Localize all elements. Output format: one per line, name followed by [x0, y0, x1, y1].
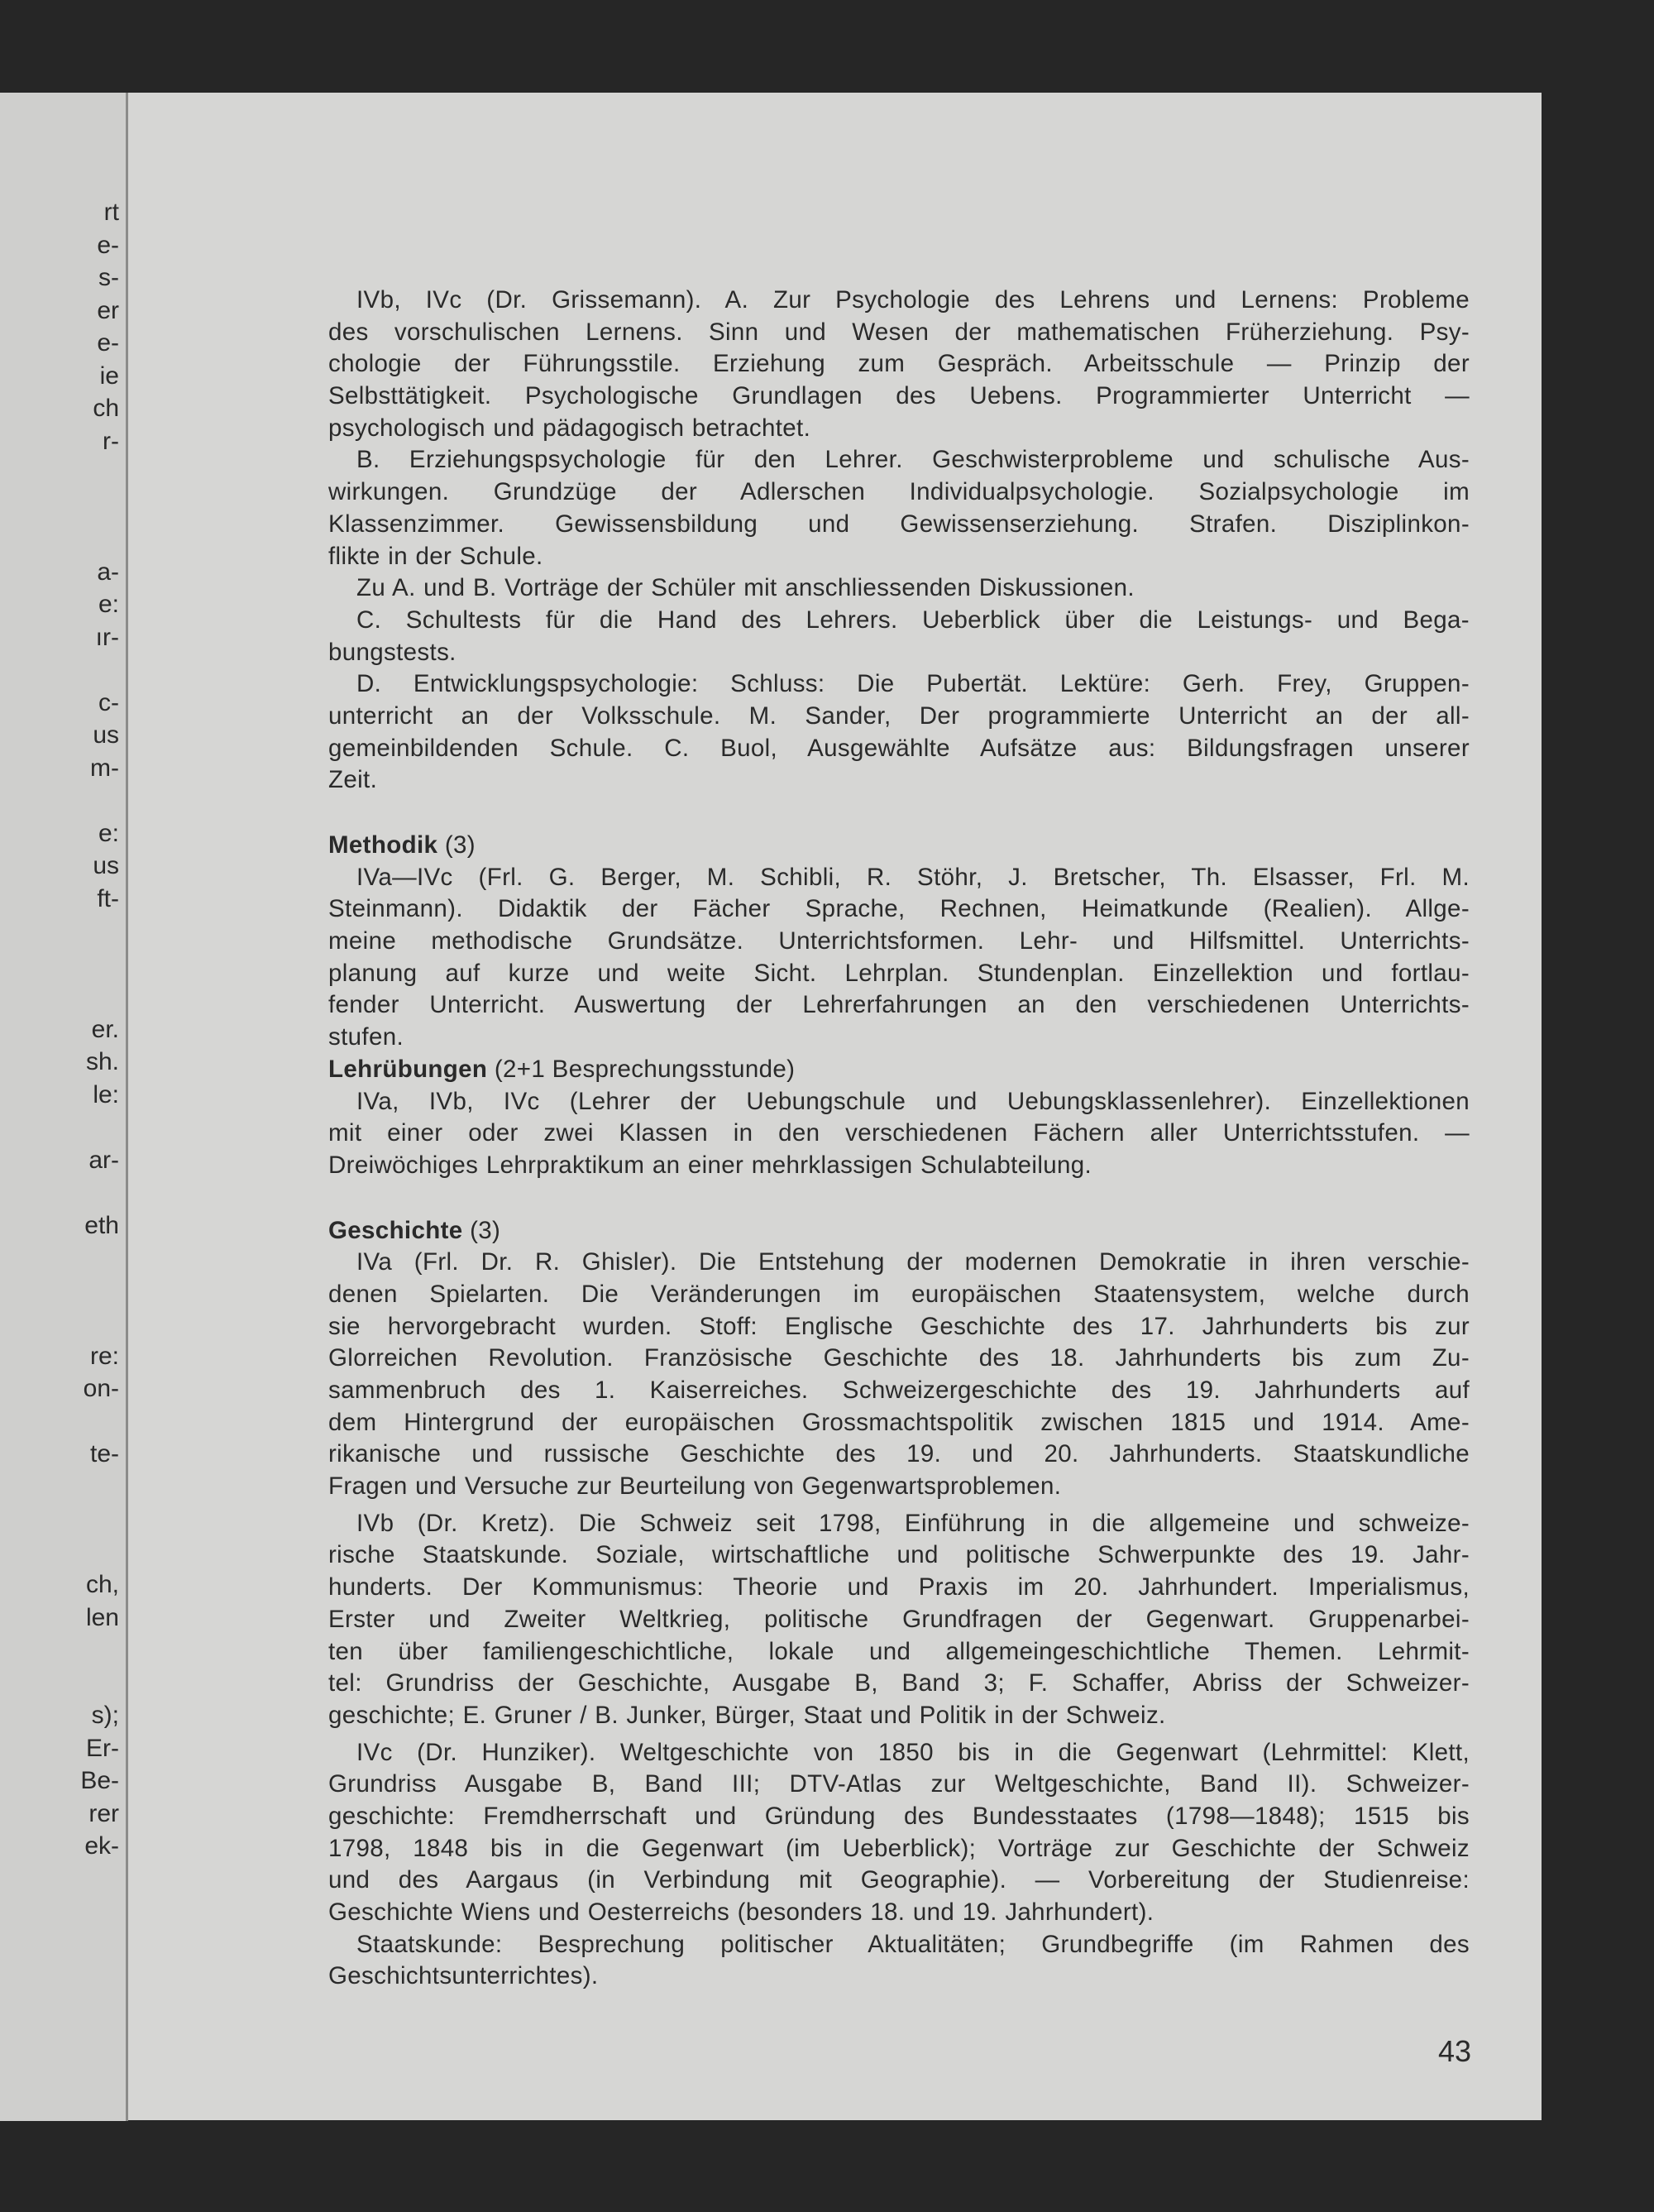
facing-page-text-fragment: ır- [95, 623, 119, 651]
text-line: und des Aargaus (in Verbindung mit Geographie). — Vorbereitung der Studienreise: [328, 1866, 1470, 1894]
paragraph [328, 572, 1470, 605]
section-title: Lehrübungen [328, 1055, 488, 1083]
text-line: Staatskunde: Besprechung politischer Aktualitäten; Grundbegriffe (im Rahmen des [356, 1930, 1470, 1958]
facing-page-text-fragment: s- [98, 264, 119, 291]
text-line: IVa—IVc (Frl. G. Berger, M. Schibli, R. Stöhr, J. Bretscher, Th. Elsasser, Frl. M. [356, 863, 1470, 891]
text-line: Geschichte Wiens und Oesterreichs (besonders 18. und 19. Jahrhundert). [328, 1898, 1154, 1926]
facing-page-text-fragment: r- [103, 427, 119, 455]
text-line: geschichte; E. Gruner / B. Junker, Bürger, Staat und Politik in der Schweiz. [328, 1701, 1166, 1729]
facing-page-text-fragment: ie [99, 361, 119, 390]
text-line: Erster und Zweiter Weltkrieg, politische Grundfragen der Gegenwart. Gruppenarbei- [328, 1605, 1470, 1633]
text-line: 1798, 1848 bis in die Gegenwart (im Ueberblick); Vorträge zur Geschichte der Schweiz [328, 1834, 1470, 1862]
text-line: psychologisch und pädagogisch betrachtet. [328, 414, 811, 442]
text-line: chologie der Führungsstile. Erziehung zum Gespräch. Arbeitsschule — Prinzip der [328, 350, 1470, 378]
text-line: IVb, IVc (Dr. Grissemann). A. Zur Psychologie des Lehrens und Lernens: Probleme [356, 286, 1470, 314]
section-heading [328, 1215, 1470, 1247]
facing-page-text-fragment: e: [98, 819, 119, 847]
section-heading [328, 1054, 1470, 1086]
text-line: fender Unterricht. Auswertung der Lehrerfahrungen an den verschiedenen Unterrichts- [328, 991, 1470, 1019]
text-line: Geschichtsunterrichtes). [328, 1962, 599, 1990]
section-title: Geschichte [328, 1216, 463, 1244]
text-line: IVc (Dr. Hunziker). Weltgeschichte von 1850 bis in die Gegenwart (Lehrmittel: Klett, [356, 1738, 1470, 1766]
facing-page-text-fragment: e- [97, 231, 119, 259]
text-line: Steinmann). Didaktik der Fächer Sprache, Rechnen, Heimatkunde (Realien). Allge- [328, 895, 1470, 923]
text-line: Dreiwöchiges Lehrpraktikum an einer mehrklassigen Schulabteilung. [328, 1151, 1092, 1179]
text-line: mit einer oder zwei Klassen in den verschiedenen Fächern aller Unterrichtsstufen. — [328, 1119, 1470, 1147]
facing-page-text-fragment: on- [83, 1375, 119, 1402]
text-line: hunderts. Der Kommunismus: Theorie und Praxis im 20. Jahrhundert. Imperialismus, [328, 1573, 1470, 1602]
facing-page-text-fragment: te- [89, 1440, 119, 1467]
text-line: Zu A. und B. Vorträge der Schüler mit anschliessenden Diskussionen. [356, 574, 1135, 602]
text-line: C. Schultests für die Hand des Lehrers. Ueberblick über die Leistungs- und Bega- [356, 606, 1470, 634]
facing-page-edge [0, 93, 128, 2121]
text-line: dem Hintergrund der europäischen Grossmachtspolitik zwischen 1815 und 1914. Ame- [328, 1408, 1470, 1436]
section-hours: (2+1 Besprechungsstunde) [487, 1055, 796, 1083]
text-line: D. Entwicklungspsychologie: Schluss: Die Pubertät. Lektüre: Gerh. Frey, Gruppen- [356, 670, 1470, 698]
text-line: rikanische und russische Geschichte des 19. und 20. Jahrhunderts. Staatskundliche [328, 1440, 1470, 1468]
facing-page-text-fragment: re: [89, 1342, 119, 1370]
facing-page-text-fragment: m- [90, 754, 119, 782]
section-heading [328, 830, 1470, 862]
facing-page-text-fragment: rer [88, 1799, 119, 1827]
text-line: Fragen und Versuche zur Beurteilung von Gegenwartsproblemen. [328, 1472, 1062, 1501]
paragraph [328, 285, 1470, 444]
text-line: Selbsttätigkeit. Psychologische Grundlagen des Uebens. Programmierter Unterricht — [328, 382, 1470, 410]
text-line: IVb (Dr. Kretz). Die Schweiz seit 1798, Einführung in die allgemeine und schweize- [356, 1509, 1470, 1537]
facing-page-text-fragment: rt [103, 199, 119, 226]
text-line: Zeit. [328, 766, 378, 794]
paragraph [328, 444, 1470, 572]
facing-page-text-fragment: us [93, 721, 119, 749]
facing-page-text-fragment: sh. [85, 1048, 119, 1075]
paragraph [328, 1086, 1470, 1182]
facing-page-text-fragment: c- [98, 688, 119, 716]
text-line: IVa (Frl. Dr. R. Ghisler). Die Entstehung der modernen Demokratie in ihren verschie- [356, 1248, 1470, 1276]
facing-page-text-fragment: us [93, 852, 119, 879]
text-line: planung auf kurze und weite Sicht. Lehrplan. Stundenplan. Einzellektion und fortlau- [328, 959, 1470, 987]
paragraph [328, 1247, 1470, 1503]
facing-page-text-fragment: ch, [85, 1571, 119, 1598]
facing-page-text-fragment: le: [93, 1080, 119, 1108]
facing-page-text-fragment: ek- [84, 1832, 119, 1860]
facing-page-text-fragment: e- [97, 329, 119, 357]
facing-page-text-fragment: s); [91, 1702, 119, 1729]
facing-page-text-fragment: er. [91, 1015, 119, 1043]
facing-page-text-fragment: a- [97, 558, 119, 586]
text-line: sammenbruch des 1. Kaiserreiches. Schweizergeschichte des 19. Jahrhunderts auf [328, 1377, 1470, 1404]
page-body-text [328, 285, 1470, 1993]
page-number: 43 [1438, 2034, 1472, 2068]
section-hours: (3) [462, 1216, 501, 1244]
facing-page-text-fragment: Er- [86, 1734, 119, 1762]
text-line: sie hervorgebracht wurden. Stoff: Englische Geschichte des 17. Jahrhunderts bis zur [328, 1312, 1470, 1340]
facing-page-text-fragment: Be- [80, 1767, 119, 1794]
facing-page-text-fragment: len [85, 1603, 119, 1631]
paragraph [328, 605, 1470, 668]
paragraph [328, 668, 1470, 797]
text-line: rische Staatskunde. Soziale, wirtschaftliche und politische Schwerpunkte des 19. Jahr- [328, 1541, 1470, 1569]
paragraph [328, 862, 1470, 1054]
text-line: IVa, IVb, IVc (Lehrer der Uebungschule und Uebungsklassenlehrer). Einzellektionen [356, 1087, 1470, 1115]
facing-page-text-fragment: e: [98, 591, 119, 618]
text-line: tel: Grundriss der Geschichte, Ausgabe B, Band 3; F. Schaffer, Abriss der Schweizer- [328, 1669, 1470, 1697]
section-hours: (3) [437, 831, 476, 859]
facing-page-text-fragment: ft- [97, 884, 119, 912]
text-line: denen Spielarten. Die Veränderungen im europäischen Staatensystem, welche durch [328, 1280, 1470, 1308]
text-line: Glorreichen Revolution. Französische Geschichte des 18. Jahrhunderts bis zum Zu- [328, 1344, 1470, 1372]
facing-page-text-fragment: ch [93, 395, 119, 422]
paragraph [328, 1737, 1470, 1929]
text-line: Grundriss Ausgabe B, Band III; DTV-Atlas zur Weltgeschichte, Band II). Schweizer- [328, 1770, 1470, 1798]
text-line: B. Erziehungspsychologie für den Lehrer. Geschwisterprobleme und schulische Aus- [356, 446, 1470, 474]
text-line: stufen. [328, 1023, 404, 1051]
paragraph [328, 1508, 1470, 1732]
text-line: wirkungen. Grundzüge der Adlerschen Individualpsychologie. Sozialpsychologie im [328, 478, 1470, 506]
text-line: meine methodische Grundsätze. Unterrichtsformen. Lehr- und Hilfsmittel. Unterrichts- [328, 927, 1470, 955]
text-line: geschichte: Fremdherrschaft und Gründung des Bundesstaates (1798—1848); 1515 bis [328, 1802, 1470, 1830]
text-line: ten über familiengeschichtliche, lokale und allgemeingeschichtliche Themen. Lehrmit- [328, 1637, 1470, 1665]
text-line: bungstests. [328, 638, 457, 666]
section-title: Methodik [328, 831, 438, 859]
facing-page-text-fragment: eth [84, 1211, 119, 1239]
text-line: unterricht an der Volksschule. M. Sander, Der programmierte Unterricht an der all- [328, 701, 1470, 730]
text-line: flikte in der Schule. [328, 542, 543, 570]
text-line: des vorschulischen Lernens. Sinn und Wesen der mathematischen Früherziehung. Psy- [328, 318, 1470, 346]
text-line: gemeinbildenden Schule. C. Buol, Ausgewählte Aufsätze aus: Bildungsfragen unserer [328, 734, 1470, 762]
text-line: Klassenzimmer. Gewissensbildung und Gewissenserziehung. Strafen. Disziplinkon- [328, 510, 1470, 538]
document-page [128, 93, 1542, 2120]
paragraph [328, 1929, 1470, 1993]
facing-page-text-fragment: ar- [88, 1146, 119, 1174]
facing-page-text-fragment: er [97, 296, 119, 324]
